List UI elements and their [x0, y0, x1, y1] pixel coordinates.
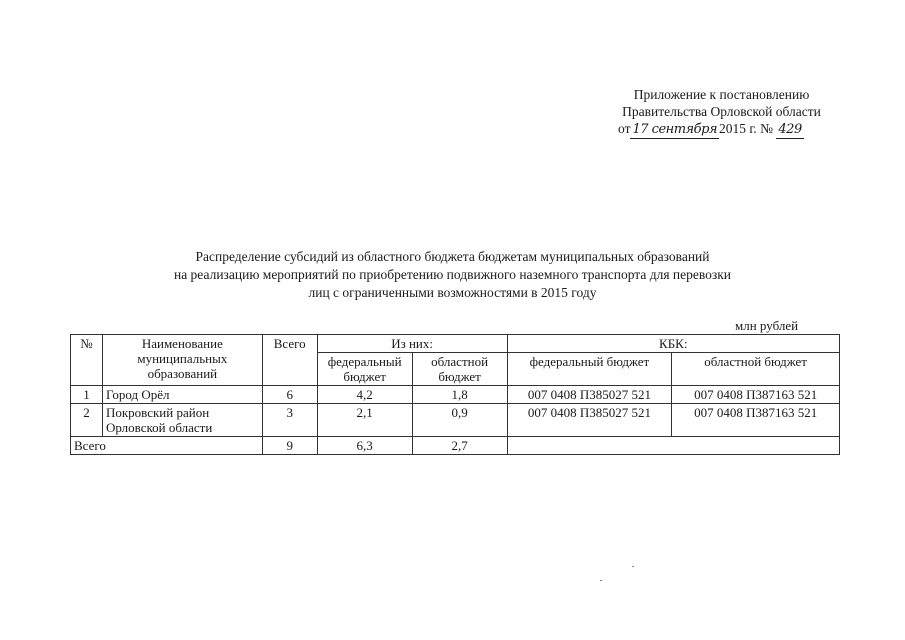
- title-line-3: лиц с ограниченными возможностями в 2015 году: [308, 285, 597, 300]
- total-total: 9: [262, 437, 317, 455]
- header-prefix: от: [618, 121, 631, 136]
- handwritten-number: 429: [778, 122, 802, 137]
- scan-speck: [632, 566, 634, 567]
- document-title: [130, 248, 775, 302]
- header-federal: федеральный бюджет: [317, 353, 412, 386]
- header-kbk-federal: федеральный бюджет: [507, 353, 672, 386]
- handwritten-date: 17 сентября: [632, 122, 717, 137]
- header-regional: областной бюджет: [412, 353, 507, 386]
- header-name: Наименование муниципальных образований: [102, 335, 262, 386]
- header-kbk: КБК:: [507, 335, 839, 353]
- title-line-1: Распределение субсидий из областного бюджета бюджетам муниципальных образований: [195, 249, 710, 264]
- total-label: Всего: [71, 437, 263, 455]
- row-name: Покровский район Орловской области: [102, 404, 262, 437]
- title-line-2: на реализацию мероприятий по приобретению подвижного наземного транспорта для перевозки: [173, 267, 732, 282]
- header-line-2: Правительства Орловской области: [622, 104, 821, 119]
- row-total: 3: [262, 404, 317, 437]
- unit-label: млн рублей: [735, 318, 799, 333]
- total-row: [71, 437, 840, 455]
- subsidy-table: [70, 334, 840, 455]
- row-federal: 2,1: [317, 404, 412, 437]
- header-total: Всего: [262, 335, 317, 386]
- header-kbk-regional: областной бюджет: [672, 353, 840, 386]
- row-kbk-regional: 007 0408 П387163 521: [672, 404, 840, 437]
- total-kbk-empty: [507, 437, 839, 455]
- row-num: 2: [71, 404, 103, 437]
- header-num: №: [71, 335, 103, 386]
- row-kbk-federal: 007 0408 П385027 521: [507, 404, 672, 437]
- row-regional: 1,8: [412, 386, 507, 404]
- scan-speck: [600, 580, 602, 581]
- total-regional: 2,7: [412, 437, 507, 455]
- row-num: 1: [71, 386, 103, 404]
- total-federal: 6,3: [317, 437, 412, 455]
- header-date-line: [604, 120, 839, 139]
- row-kbk-regional: 007 0408 П387163 521: [672, 386, 840, 404]
- row-total: 6: [262, 386, 317, 404]
- header-of-them: Из них:: [317, 335, 507, 353]
- row-kbk-federal: 007 0408 П385027 521: [507, 386, 672, 404]
- row-federal: 4,2: [317, 386, 412, 404]
- header-year: 2015 г. №: [719, 121, 774, 136]
- row-regional: 0,9: [412, 404, 507, 437]
- approval-header: [604, 86, 839, 139]
- header-line-1: Приложение к постановлению: [633, 87, 810, 102]
- header-row-1: [71, 335, 840, 353]
- row-name: Город Орёл: [102, 386, 262, 404]
- table-row: [71, 386, 840, 404]
- table-row: [71, 404, 840, 437]
